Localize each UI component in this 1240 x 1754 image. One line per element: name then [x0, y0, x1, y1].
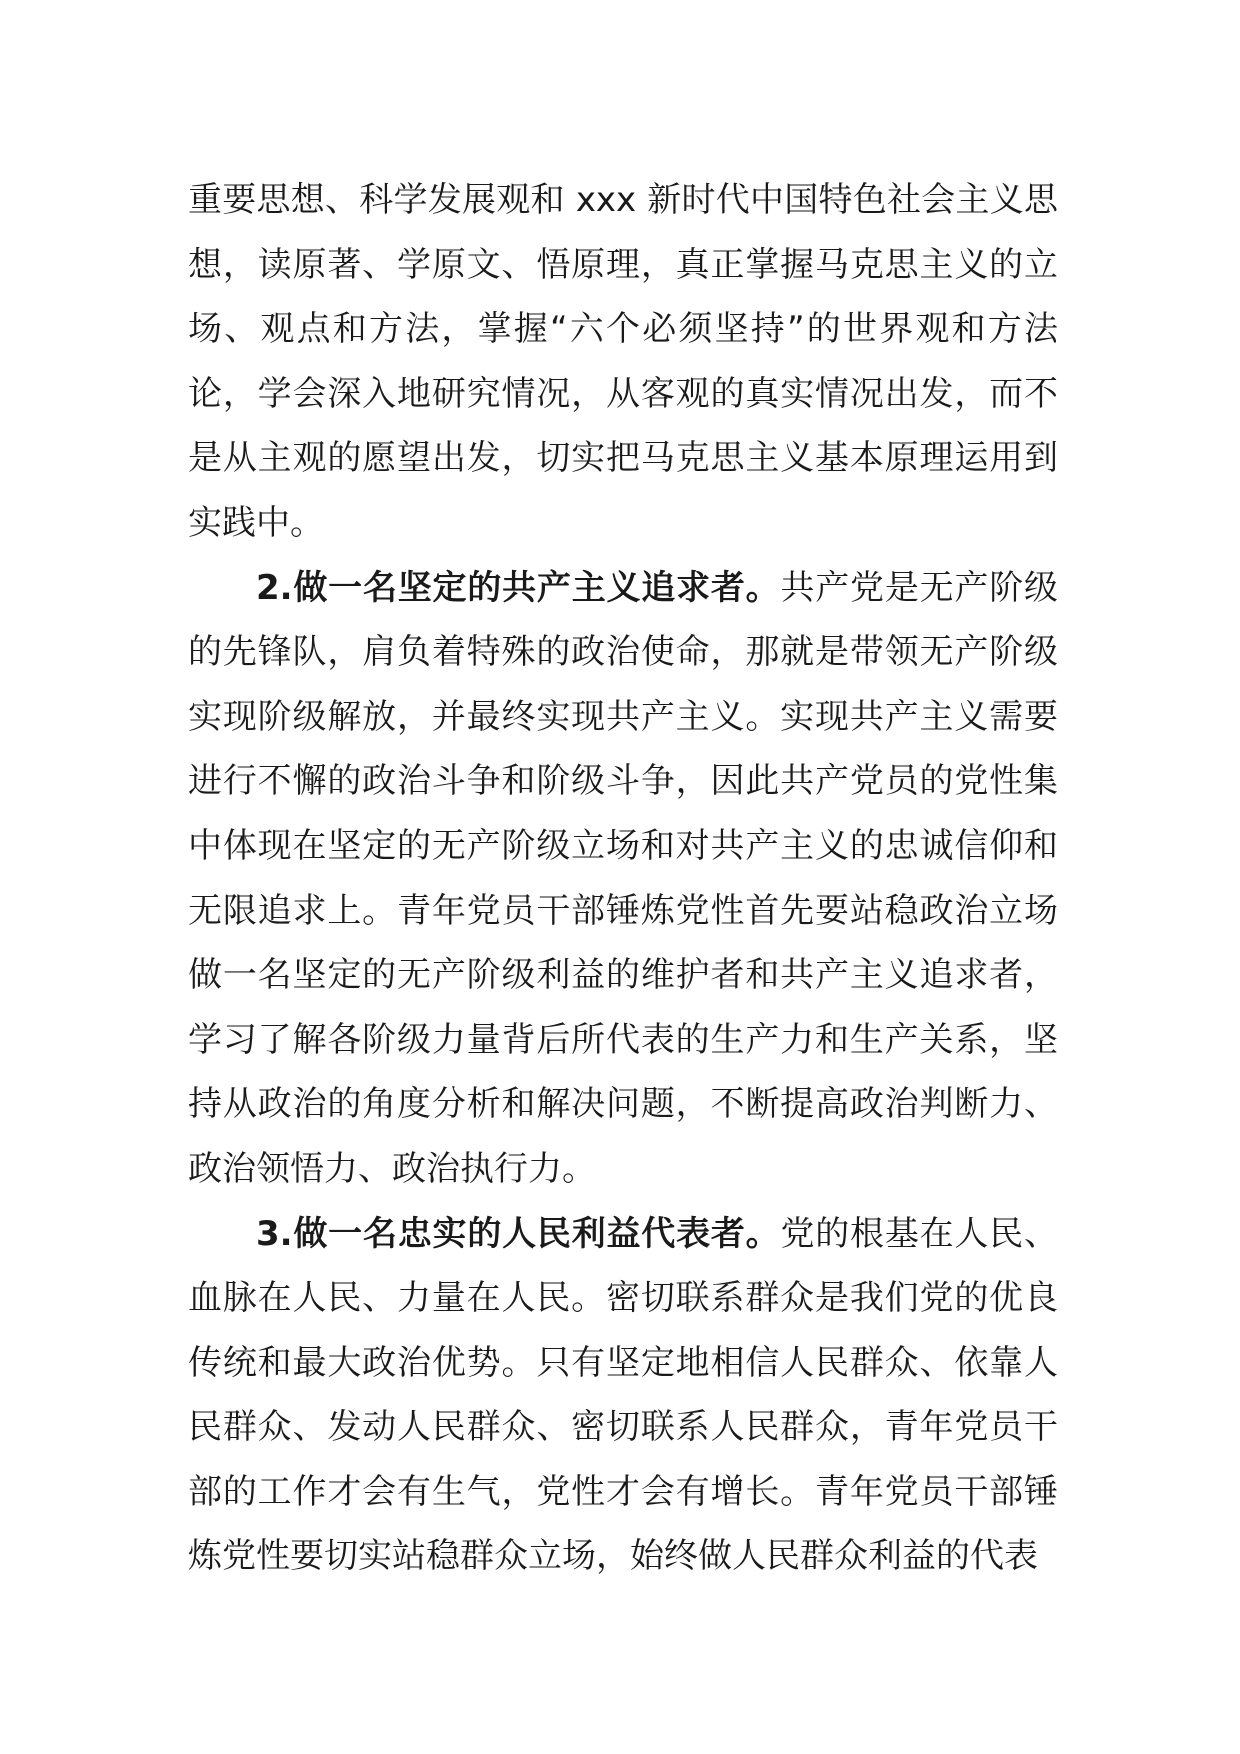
- paragraph-2-heading: 2.做一名坚定的共产主义追求者。: [256, 567, 781, 608]
- paragraph-1-text: 重要思想、科学发展观和 xxx 新时代中国特色社会主义思想，读原著、学原文、悟原理，真正掌握马克思主义的立场、观点和方法，掌握“六个必须坚持”的世界观和方法论，学会深入地研究情况，从客观的真实情况出发，而不是从主观的愿望出发，切实把马克思主义基本原理运用到实践中。: [188, 180, 1058, 543]
- paragraph-2-text: 共产党是无产阶级的先锋队，肩负着特殊的政治使命，那就是带领无产阶级实现阶级解放，并最终实现共产主义。实现共产主义需要进行不懈的政治斗争和阶级斗争，因此共产党员的党性集中体现在坚定的无产阶级立场和对共产主义的忠诚信仰和无限追求上。青年党员干部锤炼党性首先要站稳政治立场做一名坚定的无产阶级利益的维护者和共产主义追求者，学习了解各阶级力量背后所代表的生产力和生产关系，坚持从政治的角度分析和解决问题，不断提高政治判断力、政治领悟力、政治执行力。: [188, 567, 1058, 1189]
- paragraph-2: [188, 556, 1058, 1202]
- paragraph-3-text: 党的根基在人民、血脉在人民、力量在人民。密切联系群众是我们党的优良传统和最大政治优势。只有坚定地相信人民群众、依靠人民群众、发动人民群众、密切联系人民群众，青年党员干部的工作才会有生气，党性才会有增长。青年党员干部锤炼党性要切实站稳群众立场，始终做人民群众利益的代表: [188, 1213, 1058, 1577]
- paragraph-1: [188, 168, 1058, 556]
- paragraph-3: [188, 1202, 1058, 1590]
- paragraph-3-heading: 3.做一名忠实的人民利益代表者。: [256, 1213, 781, 1254]
- document-body: [188, 168, 1058, 1589]
